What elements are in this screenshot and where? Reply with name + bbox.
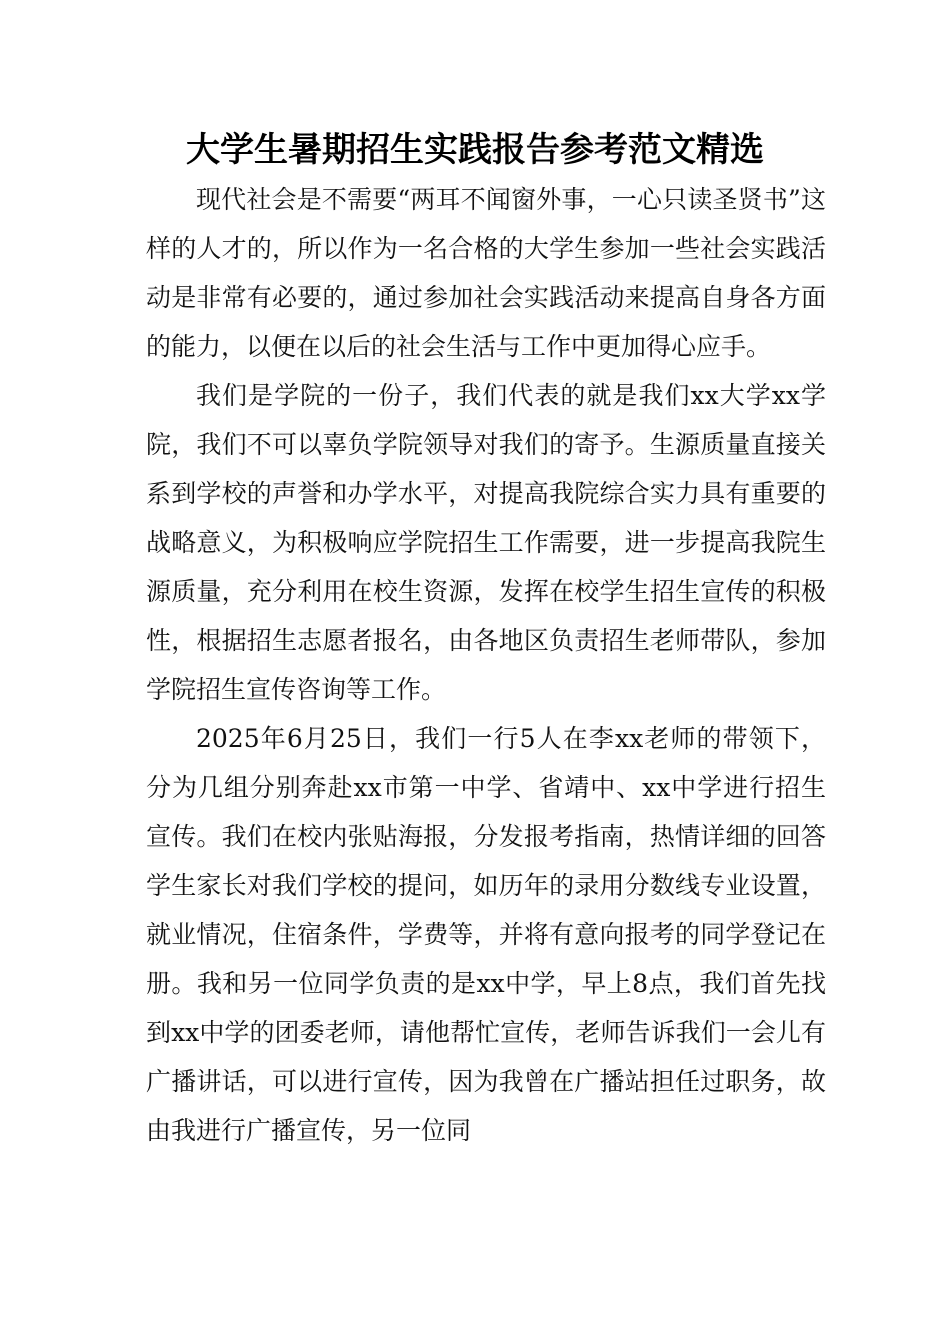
document-title: 大学生暑期招生实践报告参考范文精选 <box>186 130 764 170</box>
document-body <box>146 175 826 1155</box>
paragraph-3: 2025年6月25日，我们一行5人在李xx老师的带领下，分为几组分别奔赴xx市第一中学、省靖中、xx中学进行招生宣传。我们在校内张贴海报，分发报考指南，热情详细的回答学生家长对我们学校的提问，如历年的录用分数线专业设置，就业情况，住宿条件，学费等，并将有意向报考的同学登记在册。我和另一位同学负责的是xx中学，早上8点，我们首先找到xx中学的团委老师，请他帮忙宣传，老师告诉我们一会儿有广播讲话，可以进行宣传，因为我曾在广播站担任过职务，故由我进行广播宣传，另一位同 <box>146 724 826 1145</box>
paragraph-2: 我们是学院的一份子，我们代表的就是我们xx大学xx学院，我们不可以辜负学院领导对我们的寄予。生源质量直接关系到学校的声誉和办学水平，对提高我院综合实力具有重要的战略意义，为积极响应学院招生工作需要，进一步提高我院生源质量，充分利用在校生资源，发挥在校学生招生宣传的积极性，根据招生志愿者报名，由各地区负责招生老师带队，参加学院招生宣传咨询等工作。 <box>146 381 826 704</box>
paragraph-1: 现代社会是不需要“两耳不闻窗外事，一心只读圣贤书”这样的人才的，所以作为一名合格的大学生参加一些社会实践活动是非常有必要的，通过参加社会实践活动来提高自身各方面的能力，以便在以后的社会生活与工作中更加得心应手。 <box>146 185 826 361</box>
